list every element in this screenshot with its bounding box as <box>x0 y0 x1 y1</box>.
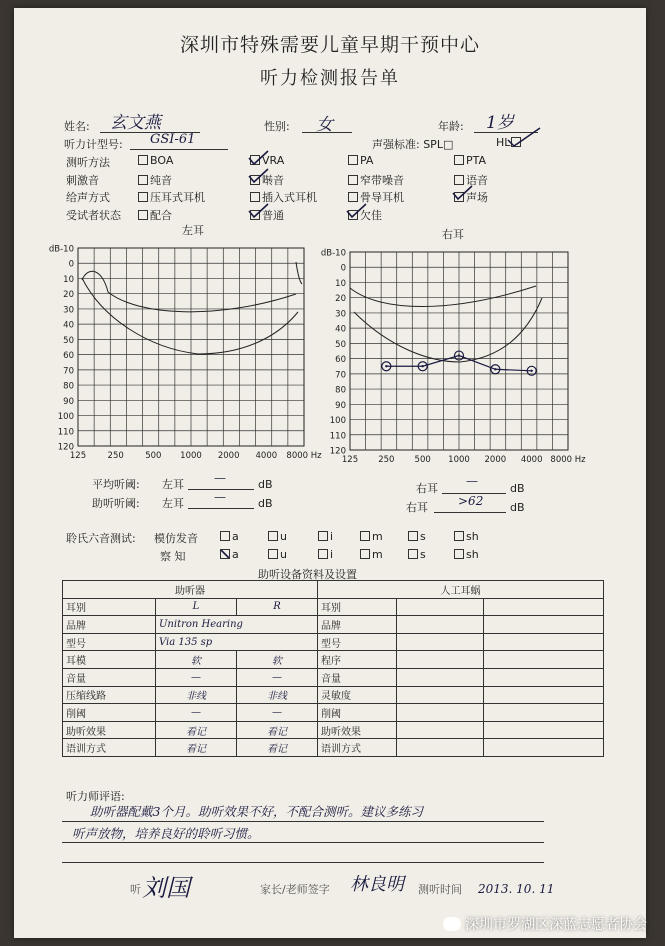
test-option: 语音 <box>454 172 488 188</box>
ling-checkbox <box>268 531 278 541</box>
audiologist-label: 听 <box>130 883 141 896</box>
test-option: 声场 <box>454 189 488 205</box>
ha-right-value: — <box>237 704 318 722</box>
test-row-label: 给声方式 <box>66 191 110 204</box>
ci-value <box>484 598 604 616</box>
ci-value <box>484 739 604 757</box>
x-tick-label: 2000 <box>484 455 507 465</box>
y-tick-label: 60 <box>63 351 74 362</box>
y-tick-label: 100 <box>329 416 346 427</box>
ling-sound-option: m <box>360 530 383 543</box>
test-option: PTA <box>454 154 486 167</box>
ci-row-label: 灵敏度 <box>318 686 397 704</box>
sex-label: 性别: <box>264 120 290 133</box>
ling-sound-option: u <box>268 548 287 561</box>
option-checkbox <box>138 175 148 185</box>
ha-right-value: 看记 <box>237 721 318 739</box>
ling-checkbox <box>408 549 418 559</box>
threshold-marker-dot <box>530 370 532 372</box>
y-tick-label: 110 <box>57 427 74 438</box>
x-tick-label: 8000 Hz <box>286 451 322 461</box>
y-tick-label: 10 <box>63 274 74 285</box>
ci-value <box>484 704 604 722</box>
age-value: 1岁 <box>486 113 514 133</box>
ci-row-label: 语训方式 <box>318 739 397 757</box>
option-checkbox <box>138 210 148 220</box>
test-option: 纯音 <box>138 172 172 188</box>
ling-sound-option: a <box>220 548 239 561</box>
ha-row-label: 削阈 <box>63 704 156 722</box>
y-tick-label: 60 <box>335 355 346 366</box>
meter-value: GSI-61 <box>150 132 196 147</box>
parent-label: 家长/老师签字 <box>260 883 330 896</box>
ha-right-value: 看记 <box>237 739 318 757</box>
x-tick-label: 125 <box>69 451 87 461</box>
ci-value <box>397 598 484 616</box>
ha-right-value: — <box>237 668 318 686</box>
aided-right-value: >62 <box>458 494 484 508</box>
option-checkbox <box>138 155 148 165</box>
ci-value <box>484 616 604 634</box>
test-option: PA <box>348 154 373 167</box>
x-tick-label: 500 <box>414 455 431 465</box>
threshold-marker-dot <box>421 365 423 367</box>
test-row-label: 刺激音 <box>66 173 99 187</box>
comments-label: 听力师评语: <box>66 790 125 803</box>
device-table <box>62 580 604 757</box>
option-checkbox <box>454 175 464 185</box>
ci-value <box>397 721 484 739</box>
hl-label: HL <box>496 136 523 149</box>
test-option: 普通 <box>250 207 284 223</box>
ci-row-label: 程序 <box>318 651 397 669</box>
check-mark <box>248 203 270 219</box>
table-row <box>63 651 604 669</box>
y-tick-label: 80 <box>335 385 346 396</box>
ha-left-value: L <box>156 598 237 616</box>
report-title: 听力检测报告单 <box>260 68 400 89</box>
left-audiogram <box>48 236 322 464</box>
ling-checkbox <box>220 531 230 541</box>
avg-right-unit: dB <box>510 482 525 495</box>
test-date: 2013. 10. 11 <box>478 882 555 896</box>
ling-checkbox <box>268 549 278 559</box>
ling-checkbox <box>454 549 464 559</box>
ci-row-label: 削阈 <box>318 704 397 722</box>
table-row <box>63 686 604 704</box>
aided-right-unit: dB <box>510 501 525 514</box>
ha-left-value: 软 <box>156 651 237 669</box>
x-tick-label: 125 <box>341 455 359 465</box>
right-ear-title: 右耳 <box>442 228 464 241</box>
cochlear-implant-header: 人工耳蜗 <box>318 581 604 599</box>
option-checkbox <box>348 155 358 165</box>
ha-left-value: Via 135 sp <box>156 633 318 651</box>
hearing-aid-header: 助听器 <box>63 581 318 599</box>
threshold-marker-dot <box>385 365 387 367</box>
check-mark <box>248 150 270 166</box>
speech-banana-curve <box>82 271 296 312</box>
ci-value <box>397 686 484 704</box>
option-checkbox <box>138 192 148 202</box>
device-table-header <box>63 581 604 599</box>
y-tick-label: 20 <box>63 290 74 301</box>
y-tick-label: 40 <box>335 324 346 335</box>
ci-value <box>397 651 484 669</box>
ling-sound-option: i <box>318 548 333 561</box>
name-value: 玄文燕 <box>110 113 161 133</box>
center-name: 深圳市特殊需要儿童早期干预中心 <box>179 34 480 56</box>
test-option: 骨导耳机 <box>348 189 404 205</box>
y-tick-label: 120 <box>57 442 74 453</box>
test-row-label: 受试者状态 <box>66 208 121 222</box>
ha-right-value: 非线 <box>237 686 318 704</box>
ling-checkbox <box>454 531 464 541</box>
ci-row-label: 型号 <box>318 633 397 651</box>
y-tick-label: 70 <box>335 370 346 381</box>
ling-sound-option: sh <box>454 530 479 543</box>
y-tick-label: 50 <box>63 335 74 346</box>
y-tick-label: dB-10 <box>320 248 346 259</box>
x-tick-label: 8000 Hz <box>550 455 586 465</box>
x-tick-label: 1000 <box>180 451 202 461</box>
ci-value <box>484 651 604 669</box>
x-tick-label: 500 <box>145 451 162 461</box>
y-tick-label: 90 <box>335 400 346 411</box>
ling-sound-option: s <box>408 530 426 543</box>
meter-label: 听力计型号: <box>64 138 123 151</box>
y-tick-label: 40 <box>63 320 74 331</box>
test-option: 插入式耳机 <box>250 189 317 205</box>
speech-banana-curve <box>354 298 542 362</box>
ha-left-value: 看记 <box>156 721 237 739</box>
ling-sound-option: u <box>268 530 287 543</box>
y-tick-label: 120 <box>329 446 346 457</box>
sound-std-label: 声强标准: SPL□ <box>372 138 454 151</box>
test-option: 欠佳 <box>348 207 382 223</box>
table-row <box>63 739 604 757</box>
ci-value <box>484 721 604 739</box>
ci-value <box>397 739 484 757</box>
ling-checkbox <box>408 531 418 541</box>
x-tick-label: 1000 <box>448 455 470 465</box>
y-tick-label: 70 <box>63 366 74 377</box>
ling-checkbox <box>360 549 370 559</box>
ci-value <box>484 633 604 651</box>
test-row-label: 测听方法 <box>66 156 110 169</box>
sex-value: 女 <box>316 115 333 135</box>
report-sheet <box>14 8 646 938</box>
ci-value <box>484 668 604 686</box>
ling-imitate-label: 模仿发音 <box>154 532 198 545</box>
avg-threshold-label: 平均听阈: <box>92 478 140 491</box>
y-tick-label: 50 <box>335 339 346 350</box>
aided-threshold-label: 助听听阈: <box>92 497 140 510</box>
ci-value <box>397 633 484 651</box>
ha-row-label: 音量 <box>63 668 156 686</box>
ci-row-label: 音量 <box>318 668 397 686</box>
y-tick-label: 10 <box>335 278 346 289</box>
ha-row-label: 语训方式 <box>63 739 156 757</box>
test-option: 窄带噪音 <box>348 172 404 188</box>
ling-checkbox <box>220 549 230 559</box>
ha-right-value: R <box>237 598 318 616</box>
x-tick-label: 250 <box>378 455 395 465</box>
ha-right-value: 软 <box>237 651 318 669</box>
check-mark <box>248 168 270 184</box>
avg-left-ear: 左耳 <box>162 478 184 491</box>
table-row <box>63 616 604 634</box>
avg-right-ear: 右耳 <box>416 482 438 495</box>
table-row <box>63 668 604 686</box>
ha-row-label: 型号 <box>63 633 156 651</box>
test-option: 啭音 <box>250 172 284 188</box>
x-tick-label: 2000 <box>217 451 240 461</box>
ling-sound-option: s <box>408 548 426 561</box>
x-tick-label: 4000 <box>255 451 278 461</box>
ha-left-value: 看记 <box>156 739 237 757</box>
check-mark <box>346 203 368 219</box>
aided-left-value: — <box>214 490 226 504</box>
x-tick-label: 250 <box>107 451 124 461</box>
ling-checkbox <box>318 531 328 541</box>
device-section-title: 助听设备资料及设置 <box>258 568 357 581</box>
left-ear-title: 左耳 <box>182 224 204 237</box>
name-label: 姓名: <box>64 120 90 133</box>
option-checkbox <box>348 192 358 202</box>
ha-row-label: 耳别 <box>63 598 156 616</box>
y-tick-label: 100 <box>57 412 74 423</box>
option-checkbox <box>454 155 464 165</box>
ling-checkbox <box>360 531 370 541</box>
ling-checkbox <box>318 549 328 559</box>
aided-right-ear: 右耳 <box>406 501 428 514</box>
watermark: 深圳市罗湖区深蓝志愿者协会 <box>443 914 647 934</box>
avg-left-unit: dB <box>258 478 273 491</box>
test-option: 压耳式耳机 <box>138 189 205 205</box>
ha-row-label: 助听效果 <box>63 721 156 739</box>
y-tick-label: 90 <box>63 396 74 407</box>
ling-label: 聆氏六音测试: <box>66 532 136 545</box>
ci-row-label: 耳别 <box>318 598 397 616</box>
y-tick-label: 110 <box>329 431 346 442</box>
date-label: 测听时间 <box>418 883 462 896</box>
avg-right-value: — <box>466 474 478 488</box>
ling-sound-option: i <box>318 530 333 543</box>
right-audiogram <box>320 240 586 468</box>
ci-value <box>484 686 604 704</box>
y-tick-label: 80 <box>63 381 74 392</box>
wechat-icon <box>443 917 461 931</box>
aided-left-unit: dB <box>258 497 273 510</box>
y-tick-label: 30 <box>63 305 74 316</box>
table-row <box>63 598 604 616</box>
test-option: VRA <box>250 154 284 167</box>
speech-banana-curve <box>296 262 302 284</box>
ha-row-label: 压缩线路 <box>63 686 156 704</box>
ci-value <box>397 616 484 634</box>
y-tick-label: 0 <box>340 263 346 274</box>
threshold-marker-dot <box>458 354 460 356</box>
ha-row-label: 品牌 <box>63 616 156 634</box>
ha-left-value: Unitron Hearing <box>156 616 318 634</box>
avg-left-value: — <box>214 471 226 485</box>
table-row <box>63 633 604 651</box>
comments-line1: 助听器配戴3个月。助听效果不好，不配合测听。建议多练习 <box>90 804 423 819</box>
table-row <box>63 721 604 739</box>
ling-sound-option: a <box>220 530 239 543</box>
ha-left-value: 非线 <box>156 686 237 704</box>
test-option: BOA <box>138 154 173 167</box>
threshold-marker-dot <box>494 368 496 370</box>
option-checkbox <box>250 192 260 202</box>
check-mark <box>452 185 474 201</box>
test-option: 配合 <box>138 207 172 223</box>
speech-banana-curve <box>350 286 536 307</box>
option-checkbox <box>348 175 358 185</box>
y-tick-label: 30 <box>335 309 346 320</box>
speech-banana-curve <box>82 278 298 354</box>
age-label: 年龄: <box>438 120 464 133</box>
hl-check-mark <box>506 126 546 150</box>
ci-row-label: 品牌 <box>318 616 397 634</box>
ha-row-label: 耳模 <box>63 651 156 669</box>
audiologist-signature: 刘国 <box>142 874 190 902</box>
table-row <box>63 704 604 722</box>
x-tick-label: 4000 <box>520 455 543 465</box>
y-tick-label: 0 <box>68 259 74 270</box>
y-tick-label: 20 <box>335 294 346 305</box>
y-tick-label: dB-10 <box>48 244 74 255</box>
ha-left-value: — <box>156 704 237 722</box>
parent-signature: 林良明 <box>350 874 404 895</box>
ling-sound-option: m <box>360 548 383 561</box>
aided-left-ear: 左耳 <box>162 497 184 510</box>
ci-value <box>397 704 484 722</box>
comments-line2: 听声放物，培养良好的聆听习惯。 <box>72 826 260 841</box>
ling-detect-label: 察 知 <box>160 550 186 563</box>
ling-sound-option: sh <box>454 548 479 561</box>
ci-row-label: 助听效果 <box>318 721 397 739</box>
ci-value <box>397 668 484 686</box>
ha-left-value: — <box>156 668 237 686</box>
